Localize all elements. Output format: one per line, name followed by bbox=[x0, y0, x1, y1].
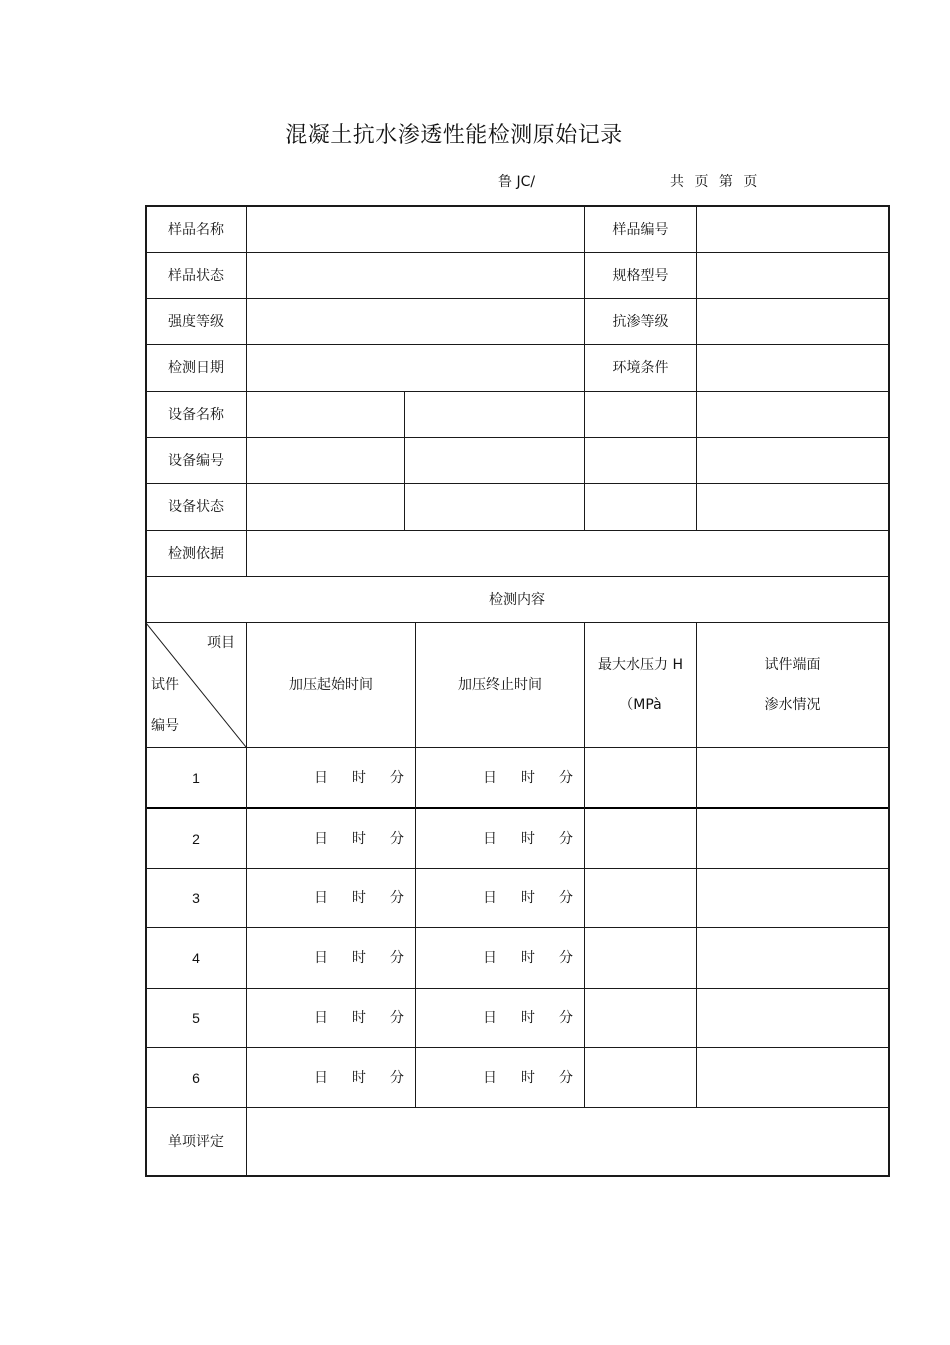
label-equip-name: 设备名称 bbox=[168, 406, 224, 423]
time-unit-hour: 时 bbox=[521, 830, 535, 847]
label-spec-model: 规格型号 bbox=[612, 267, 669, 284]
time-unit-minute: 分 bbox=[559, 1010, 573, 1026]
time-unit-minute: 分 bbox=[559, 890, 573, 906]
end-time-field[interactable] bbox=[416, 1048, 584, 1107]
time-unit-minute: 分 bbox=[559, 769, 573, 786]
specimen-number: 5 bbox=[192, 1010, 200, 1026]
end-time-field[interactable] bbox=[416, 928, 584, 988]
time-unit-day: 日 bbox=[314, 769, 328, 786]
label-sample-name: 样品名称 bbox=[168, 221, 224, 238]
end-time-field[interactable] bbox=[416, 748, 584, 807]
time-unit-minute: 分 bbox=[559, 1069, 573, 1086]
time-unit-hour: 时 bbox=[521, 890, 535, 906]
time-unit-day: 日 bbox=[483, 890, 497, 906]
page-counter: 共 页 第 页 bbox=[670, 174, 758, 190]
start-time-field[interactable] bbox=[247, 869, 415, 927]
time-unit-day: 日 bbox=[314, 890, 328, 906]
time-unit-hour: 时 bbox=[521, 769, 535, 786]
row-divider bbox=[145, 483, 890, 484]
specimen-number: 1 bbox=[192, 769, 200, 786]
time-unit-day: 日 bbox=[483, 769, 497, 786]
time-unit-minute: 分 bbox=[390, 769, 404, 786]
header-start-time: 加压起始时间 bbox=[289, 677, 373, 693]
specimen-number: 4 bbox=[192, 950, 200, 966]
time-unit-minute: 分 bbox=[559, 830, 573, 847]
time-unit-hour: 时 bbox=[352, 890, 366, 906]
time-unit-hour: 时 bbox=[352, 1010, 366, 1026]
time-unit-minute: 分 bbox=[390, 1010, 404, 1026]
end-time-field[interactable] bbox=[416, 869, 584, 927]
time-unit-hour: 时 bbox=[352, 950, 366, 966]
label-test-basis: 检测依据 bbox=[168, 545, 224, 562]
row-divider bbox=[145, 437, 890, 438]
time-unit-day: 日 bbox=[483, 950, 497, 966]
time-unit-minute: 分 bbox=[390, 950, 404, 966]
time-unit-hour: 时 bbox=[521, 950, 535, 966]
header-piece: 试件 bbox=[151, 677, 179, 693]
time-unit-day: 日 bbox=[483, 1010, 497, 1026]
page-title: 混凝土抗水渗透性能检测原始记录 bbox=[285, 123, 623, 148]
start-time-field[interactable] bbox=[247, 989, 415, 1047]
specimen-number: 2 bbox=[192, 830, 200, 847]
row-divider bbox=[145, 391, 890, 392]
table-border-right bbox=[888, 205, 890, 1177]
start-time-field[interactable] bbox=[247, 1048, 415, 1107]
time-unit-hour: 时 bbox=[352, 830, 366, 847]
time-unit-day: 日 bbox=[483, 1069, 497, 1086]
start-time-field[interactable] bbox=[247, 809, 415, 868]
col-divider bbox=[246, 205, 247, 576]
label-equip-no: 设备编号 bbox=[168, 452, 224, 469]
row-divider bbox=[145, 1107, 890, 1108]
time-unit-day: 日 bbox=[314, 1069, 328, 1086]
time-unit-minute: 分 bbox=[390, 890, 404, 906]
col-divider bbox=[696, 205, 697, 530]
specimen-number: 6 bbox=[192, 1069, 200, 1086]
label-test-date: 检测日期 bbox=[168, 360, 224, 376]
row-divider bbox=[145, 298, 890, 299]
time-unit-day: 日 bbox=[314, 830, 328, 847]
header-end-time: 加压终止时间 bbox=[458, 677, 542, 693]
label-sample-no: 样品编号 bbox=[612, 221, 669, 238]
header-number: 编号 bbox=[151, 718, 179, 734]
end-time-field[interactable] bbox=[416, 989, 584, 1047]
label-evaluation: 单项评定 bbox=[168, 1133, 224, 1150]
table-border-top bbox=[145, 205, 890, 207]
time-unit-hour: 时 bbox=[521, 1010, 535, 1026]
record-code: 鲁 JC/ bbox=[498, 174, 536, 190]
end-time-field[interactable] bbox=[416, 809, 584, 868]
header-seepage bbox=[697, 623, 888, 747]
time-unit-minute: 分 bbox=[559, 950, 573, 966]
table-border-bottom bbox=[145, 1175, 890, 1177]
time-unit-hour: 时 bbox=[352, 769, 366, 786]
label-impermeability-grade: 抗渗等级 bbox=[612, 313, 669, 330]
header-max-pressure bbox=[585, 623, 696, 747]
header-item: 项目 bbox=[207, 635, 235, 651]
label-sample-state: 样品状态 bbox=[168, 267, 224, 284]
label-env-condition: 环境条件 bbox=[612, 360, 669, 376]
row-divider bbox=[145, 530, 890, 531]
time-unit-minute: 分 bbox=[390, 1069, 404, 1086]
header-seepage-line2: 渗水情况 bbox=[764, 697, 821, 713]
time-unit-day: 日 bbox=[314, 1010, 328, 1026]
header-seepage-line1: 试件端面 bbox=[764, 657, 821, 673]
time-unit-minute: 分 bbox=[390, 830, 404, 847]
label-strength-grade: 强度等级 bbox=[168, 313, 224, 330]
row-divider bbox=[145, 344, 890, 345]
time-unit-hour: 时 bbox=[521, 1069, 535, 1086]
label-equip-state: 设备状态 bbox=[168, 499, 224, 515]
header-max-pressure-line2: （MPà bbox=[619, 697, 662, 713]
time-unit-hour: 时 bbox=[352, 1069, 366, 1086]
col-divider bbox=[404, 391, 405, 530]
section-title-content: 检测内容 bbox=[489, 591, 545, 608]
time-unit-day: 日 bbox=[314, 950, 328, 966]
start-time-field[interactable] bbox=[247, 748, 415, 807]
header-max-pressure-line1: 最大水压力 H bbox=[598, 657, 683, 673]
time-unit-day: 日 bbox=[483, 830, 497, 847]
specimen-number: 3 bbox=[192, 890, 200, 906]
row-divider bbox=[145, 252, 890, 253]
start-time-field[interactable] bbox=[247, 928, 415, 988]
